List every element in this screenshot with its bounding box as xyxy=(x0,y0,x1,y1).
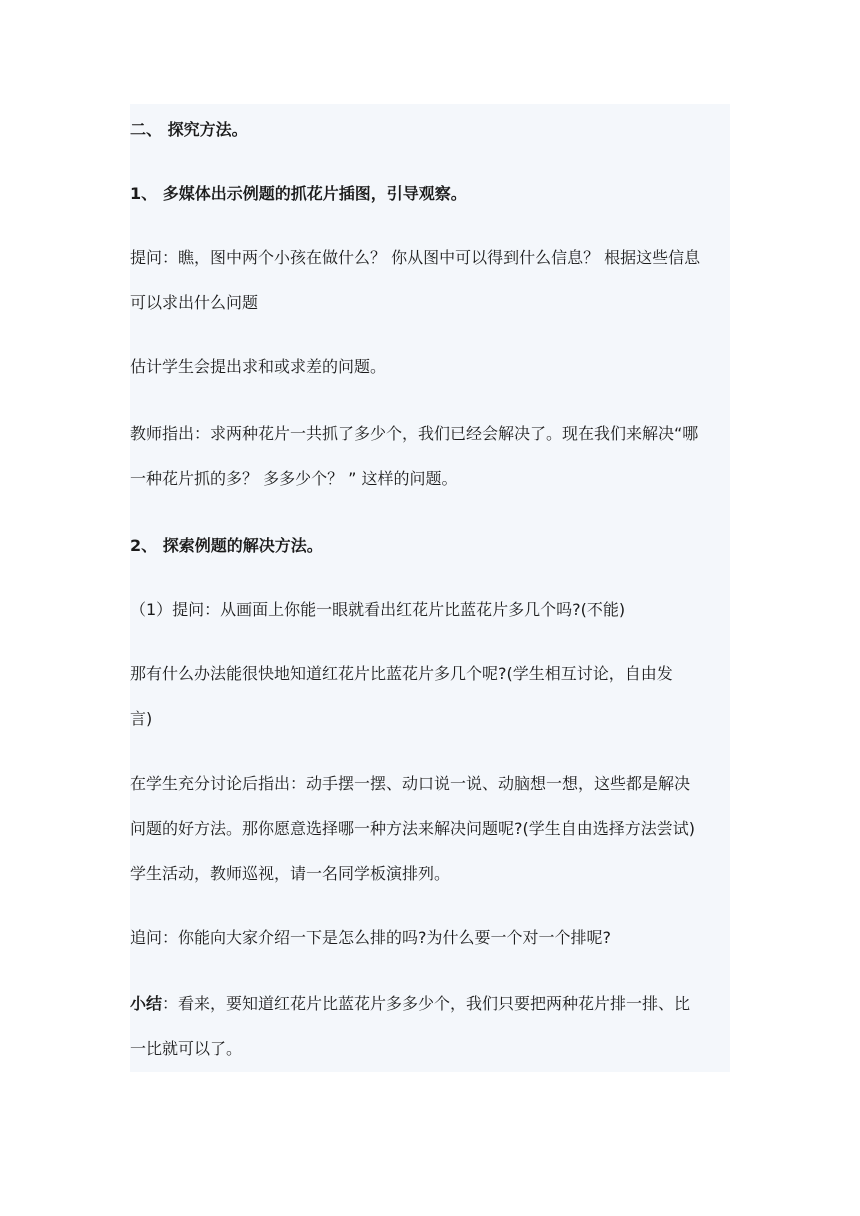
paragraph-method-line-1: 那有什么办法能很快地知道红花片比蓝花片多几个呢?(学生相互讨论，自由发 xyxy=(130,664,673,683)
paragraph-question-1: （1）提问：从画面上你能一眼就看出红花片比蓝花片多几个吗?(不能) xyxy=(130,600,626,619)
summary-label: 小结 xyxy=(130,994,163,1013)
section-heading-2: 二、 探究方法。 xyxy=(130,120,248,139)
paragraph-summary-line-2: 一比就可以了。 xyxy=(130,1039,243,1058)
paragraph-question-line-1: 提问：瞧，图中两个小孩在做什么？ 你从图中可以得到什么信息？ 根据这些信息 xyxy=(130,248,701,267)
step-heading-2: 2、 探索例题的解决方法。 xyxy=(130,536,323,555)
paragraph-teacher-line-1: 教师指出：求两种花片一共抓了多少个，我们已经会解决了。现在我们来解决“哪 xyxy=(130,424,699,443)
paragraph-discuss-line-3: 学生活动，教师巡视，请一名同学板演排列。 xyxy=(130,864,451,883)
paragraph-summary-line-1 xyxy=(130,994,690,1014)
step-heading-1: 1、 多媒体出示例题的抓花片插图，引导观察。 xyxy=(130,184,467,203)
paragraph-question-line-2: 可以求出什么问题 xyxy=(130,293,259,312)
paragraph-estimate: 估计学生会提出求和或求差的问题。 xyxy=(130,357,387,376)
paragraph-discuss-line-1: 在学生充分讨论后指出：动手摆一摆、动口说一说、动脑想一想，这些都是解决 xyxy=(130,774,691,793)
paragraph-discuss-line-2: 问题的好方法。那你愿意选择哪一种方法来解决问题呢?(学生自由选择方法尝试) xyxy=(130,819,695,838)
paragraph-follow-up: 追问：你能向大家介绍一下是怎么排的吗?为什么要一个对一个排呢? xyxy=(130,928,611,947)
paragraph-teacher-line-2: 一种花片抓的多？ 多多少个？ ” 这样的问题。 xyxy=(130,469,458,488)
summary-text: ：看来，要知道红花片比蓝花片多多少个，我们只要把两种花片排一排、比 xyxy=(162,994,691,1013)
paragraph-method-line-2: 言) xyxy=(130,709,153,728)
